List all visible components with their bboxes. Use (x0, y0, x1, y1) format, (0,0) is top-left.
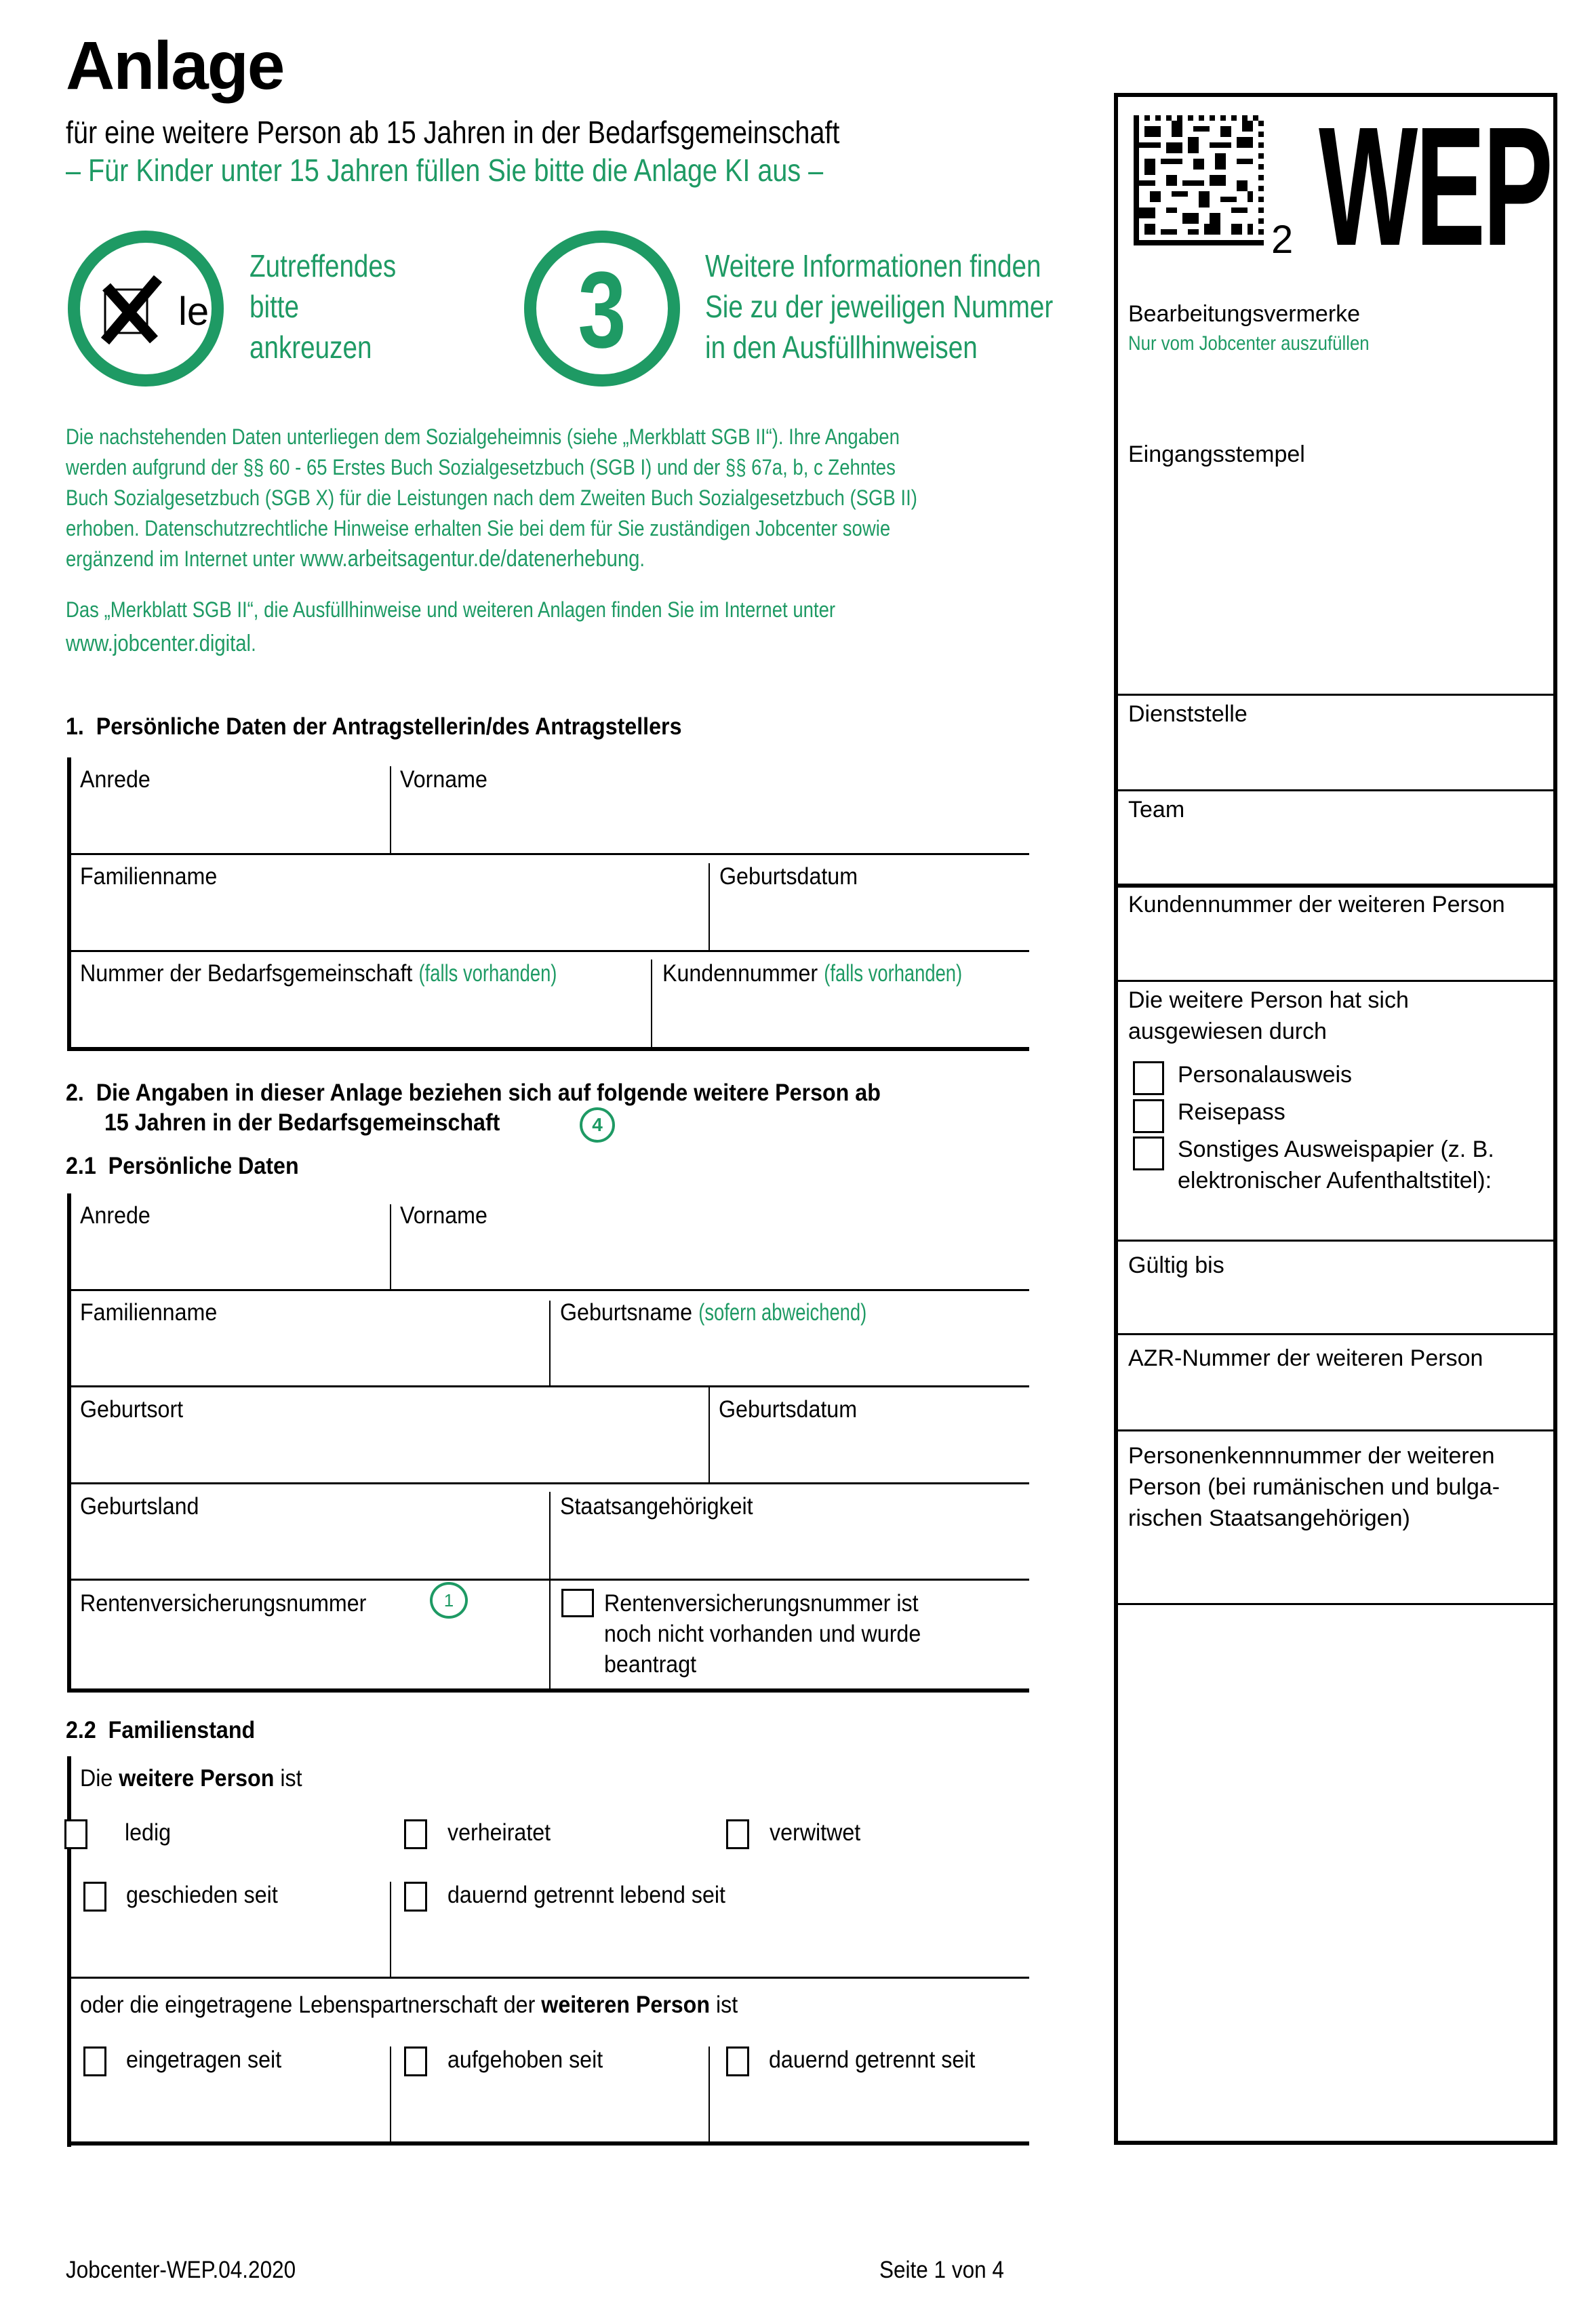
info-number-1-icon[interactable]: 1 (430, 1582, 468, 1619)
customer-number-field[interactable]: Kundennummer der weiteren Person (1128, 892, 1505, 917)
s2-familienname-field[interactable]: Familienname (80, 1299, 218, 1326)
s1-kundennummer-field[interactable]: Kundennummer (falls vorhanden) (662, 960, 962, 987)
s2-vorname-field[interactable]: Vorname (400, 1202, 487, 1229)
partnership-aufgehoben-label: aufgehoben seit (447, 2047, 603, 2073)
status-verheiratet-checkbox[interactable] (404, 1819, 427, 1849)
valid-until-field[interactable]: Gültig bis (1128, 1252, 1224, 1278)
children-note: – Für Kinder unter 15 Jahren füllen Sie bitte die Anlage KI aus – (66, 153, 824, 188)
id-personalausweis-checkbox[interactable] (1133, 1061, 1164, 1095)
processing-note: Nur vom Jobcenter auszufüllen (1128, 332, 1370, 355)
partnership-getrennt-checkbox[interactable] (726, 2047, 749, 2076)
section1-heading: 1. Persönliche Daten der Antragstellerin/des Antragstellers (66, 713, 682, 740)
s2-anrede-field[interactable]: Anrede (80, 1202, 151, 1229)
s2-rvnr-field[interactable]: Rentenversicherungsnummer (80, 1590, 367, 1617)
id-sonstiges-checkbox[interactable] (1133, 1136, 1164, 1170)
s1-anrede-field[interactable]: Anrede (80, 766, 151, 793)
personal-id-number-field[interactable]: Personenkennnummer der weiteren Person (bei rumänischen und bulga- rischen Staatsangehörigen) (1128, 1443, 1500, 1531)
s1-familienname-field[interactable]: Familienname (80, 863, 218, 890)
s2-geburtsname-field[interactable]: Geburtsname (sofern abweichend) (560, 1299, 867, 1326)
rvnr-pending-checkbox[interactable] (561, 1589, 594, 1617)
checkbox-legend-sample: le (178, 290, 210, 334)
status-getrennt-lebend-label: dauernd getrennt lebend seit (447, 1882, 725, 1908)
status-geschieden-label: geschieden seit (126, 1882, 278, 1908)
status-getrennt-lebend-checkbox[interactable] (404, 1882, 427, 1912)
azr-number-field[interactable]: AZR-Nummer der weiteren Person (1128, 1345, 1483, 1371)
id-reisepass-label: Reisepass (1178, 1099, 1285, 1125)
stamp-area: Eingangsstempel (1128, 441, 1305, 467)
id-reisepass-checkbox[interactable] (1133, 1099, 1164, 1133)
s2-geburtsort-field[interactable]: Geburtsort (80, 1396, 184, 1423)
team-field[interactable]: Team (1128, 797, 1185, 823)
datenerhebung-link[interactable]: www.arbeitsagentur.de/datenerhebung (300, 546, 640, 572)
section2-heading: 2. Die Angaben in dieser Anlage beziehen sich auf folgende weitere Person ab 15 Jahren in der Bedarfsgemeinschaft (66, 1080, 881, 1136)
checkbox-legend-icon (68, 231, 224, 387)
page-subtitle: für eine weitere Person ab 15 Jahren in der Bedarfsgemeinschaft (66, 115, 840, 150)
status-verheiratet-label: verheiratet (447, 1819, 551, 1846)
s2-geburtsland-field[interactable]: Geburtsland (80, 1493, 199, 1520)
form-id: Jobcenter-WEP.04.2020 (66, 2257, 296, 2283)
partnership-eingetragen-label: eingetragen seit (126, 2047, 282, 2073)
s2-staatsangehoerigkeit-field[interactable]: Staatsangehörigkeit (560, 1493, 753, 1520)
status-ledig-label: ledig (125, 1819, 172, 1846)
id-intro: Die weitere Person hat sich ausgewiesen durch (1128, 987, 1409, 1044)
page-number: Seite 1 von 4 (879, 2257, 1004, 2283)
office-field[interactable]: Dienststelle (1128, 701, 1248, 727)
info-number-4-icon[interactable]: 4 (580, 1107, 615, 1143)
info-number-sample: 3 (578, 249, 626, 370)
section2-2-heading: 2.2 Familienstand (66, 1717, 256, 1743)
id-personalausweis-label: Personalausweis (1178, 1062, 1353, 1088)
info-number-legend-icon (524, 231, 680, 387)
s2-geburtsdatum-field[interactable]: Geburtsdatum (719, 1396, 858, 1423)
barcode-index: 2 (1271, 218, 1294, 262)
status-geschieden-checkbox[interactable] (83, 1882, 106, 1912)
partnership-eingetragen-checkbox[interactable] (83, 2047, 106, 2076)
s1-geburtsdatum-field[interactable]: Geburtsdatum (719, 863, 858, 890)
partnership-getrennt-label: dauernd getrennt seit (769, 2047, 976, 2073)
status-verwitwet-label: verwitwet (770, 1819, 861, 1846)
s1-bg-nummer-field[interactable]: Nummer der Bedarfsgemeinschaft (falls vorhanden) (80, 960, 557, 987)
s1-vorname-field[interactable]: Vorname (400, 766, 487, 793)
page-title: Anlage (66, 28, 284, 104)
id-sonstiges-label: Sonstiges Ausweispapier (z. B. elektronischer Aufenthaltstitel): (1178, 1136, 1494, 1193)
processing-title: Bearbeitungsvermerke (1128, 301, 1361, 327)
checkbox-legend-text: Zutreffendes bitte ankreuzen (250, 248, 397, 365)
rvnr-pending-label: Rentenversicherungsnummer ist noch nicht vorhanden und wurde beantragt (604, 1590, 921, 1678)
privacy-notice: Die nachstehenden Daten unterliegen dem Sozialgeheimnis (siehe „Merkblatt SGB II“). Ihre Angaben werden aufgrund der §§ 60 - 65 Erstes Buch Sozialgesetzbuch (SGB I) und der §§ 67a, b, c Zehntes Buch Sozialgesetzbuch (SGB X) für die Leistungen nach dem Zweiten Buch Sozialgesetzbuch (SGB II) erhoben. Datenschutzrechtliche Hinweise erhalten Sie bei dem für Sie zuständigen Jobcenter sowie ergänzend im Internet unter www.arbeitsagentur.de/datenerhebung. (66, 424, 917, 572)
status-intro: Die weitere Person ist (80, 1765, 302, 1792)
status-verwitwet-checkbox[interactable] (726, 1819, 749, 1849)
section2-1-heading: 2.1 Persönliche Daten (66, 1153, 299, 1179)
partnership-intro: oder die eingetragene Lebenspartnerschaft der weiteren Person ist (80, 1992, 738, 2018)
partnership-aufgehoben-checkbox[interactable] (404, 2047, 427, 2076)
datamatrix-barcode-icon (1134, 115, 1264, 245)
form-code: WEP (1319, 92, 1551, 281)
info-number-legend-text: Weitere Informationen finden Sie zu der jeweiligen Nummer in den Ausfüllhinweisen (705, 248, 1054, 365)
jobcenter-digital-link[interactable]: www.jobcenter.digital (66, 631, 252, 656)
info-links: Das „Merkblatt SGB II“, die Ausfüllhinweise und weiteren Anlagen finden Sie im Internet unter www.jobcenter.digital. (66, 597, 836, 656)
